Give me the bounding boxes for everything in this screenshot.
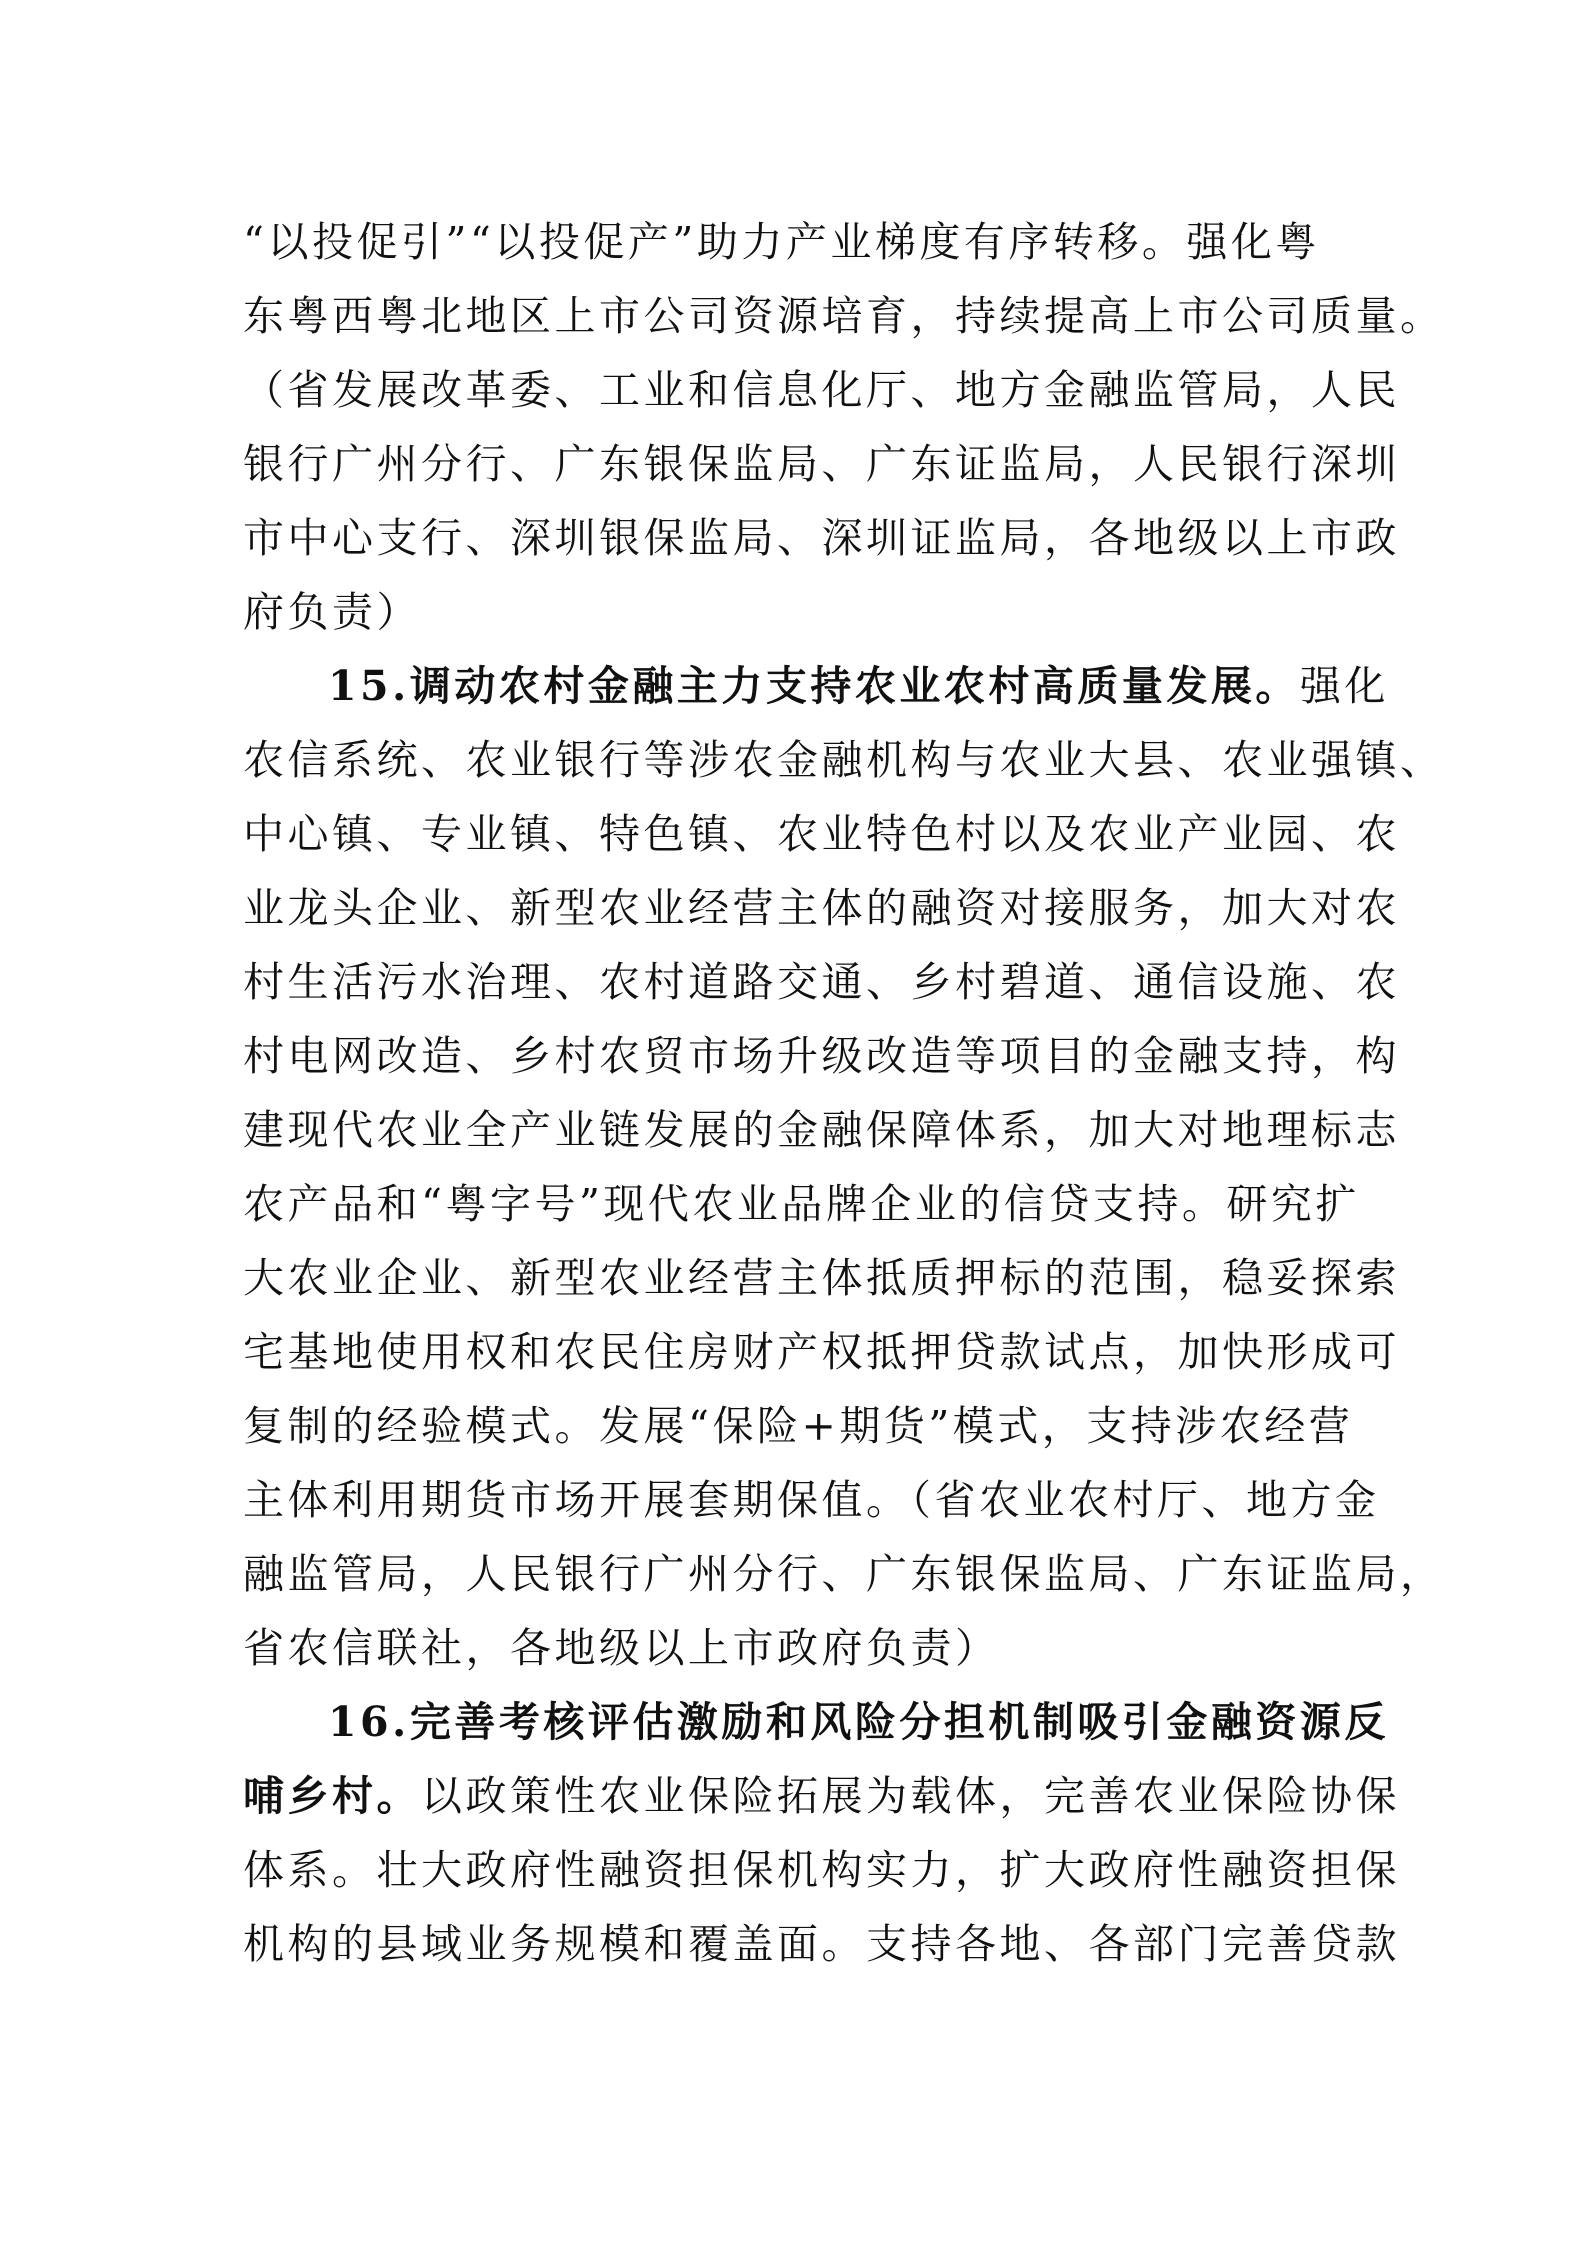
section-16-heading-line2: 哺乡村。 <box>243 1772 421 1820</box>
paragraph-line: 省农信联社，各地级以上市政府负责） <box>243 1624 1000 1672</box>
section-16-second-line <box>243 1770 1400 1822</box>
paragraph-line: “以投促引”“以投促产”助力产业梯度有序转移。强化粤 <box>243 218 1320 266</box>
paragraph-line: 大农业企业、新型农业经营主体抵质押标的范围，稳妥探索 <box>243 1254 1400 1302</box>
paragraph-line: 市中心支行、深圳银保监局、深圳证监局，各地级以上市政 <box>243 514 1400 562</box>
paragraph-line: 复制的经验模式。发展“保险+期货”模式，支持涉农经营 <box>243 1402 1354 1450</box>
paragraph-line: 中心镇、专业镇、特色镇、农业特色村以及农业产业园、农 <box>243 810 1400 858</box>
section-16-heading-line1: 16.完善考核评估激励和风险分担机制吸引金融资源反 <box>328 1698 1389 1746</box>
paragraph-line: 银行广州分行、广东银保监局、广东证监局，人民银行深圳 <box>243 440 1400 488</box>
paragraph-line: 体系。壮大政府性融资担保机构实力，扩大政府性融资担保 <box>243 1846 1400 1894</box>
section-15-heading: 15.调动农村金融主力支持农业农村高质量发展。 <box>328 662 1300 710</box>
paragraph-line: （省发展改革委、工业和信息化厅、地方金融监管局，人民 <box>243 366 1400 414</box>
paragraph-line: 主体利用期货市场开展套期保值。（省农业农村厅、地方金 <box>243 1476 1380 1524</box>
paragraph-line: 机构的县域业务规模和覆盖面。支持各地、各部门完善贷款 <box>243 1920 1400 1968</box>
section-15-first-line <box>328 660 1389 712</box>
paragraph-line: 建现代农业全产业链发展的金融保障体系，加大对地理标志 <box>243 1106 1400 1154</box>
paragraph-line: 农信系统、农业银行等涉农金融机构与农业大县、农业强镇、 <box>243 736 1445 784</box>
paragraph-line: 宅基地使用权和农民住房财产权抵押贷款试点，加快形成可 <box>243 1328 1400 1376</box>
paragraph-line: 融监管局，人民银行广州分行、广东银保监局、广东证监局， <box>243 1550 1445 1598</box>
paragraph-line: 业龙头企业、新型农业经营主体的融资对接服务，加大对农 <box>243 884 1400 932</box>
paragraph-line: 村生活污水治理、农村道路交通、乡村碧道、通信设施、农 <box>243 958 1400 1006</box>
paragraph-line: 村电网改造、乡村农贸市场升级改造等项目的金融支持，构 <box>243 1032 1400 1080</box>
section-15-first-line-rest: 强化 <box>1299 662 1389 710</box>
paragraph-line: 府负责） <box>243 588 421 636</box>
paragraph-line: 东粤西粤北地区上市公司资源培育，持续提高上市公司质量。 <box>243 292 1445 340</box>
section-16-line2-rest: 以政策性农业保险拓展为载体，完善农业保险协保 <box>421 1772 1400 1820</box>
paragraph-line: 农产品和“粤字号”现代农业品牌企业的信贷支持。研究扩 <box>243 1180 1360 1228</box>
